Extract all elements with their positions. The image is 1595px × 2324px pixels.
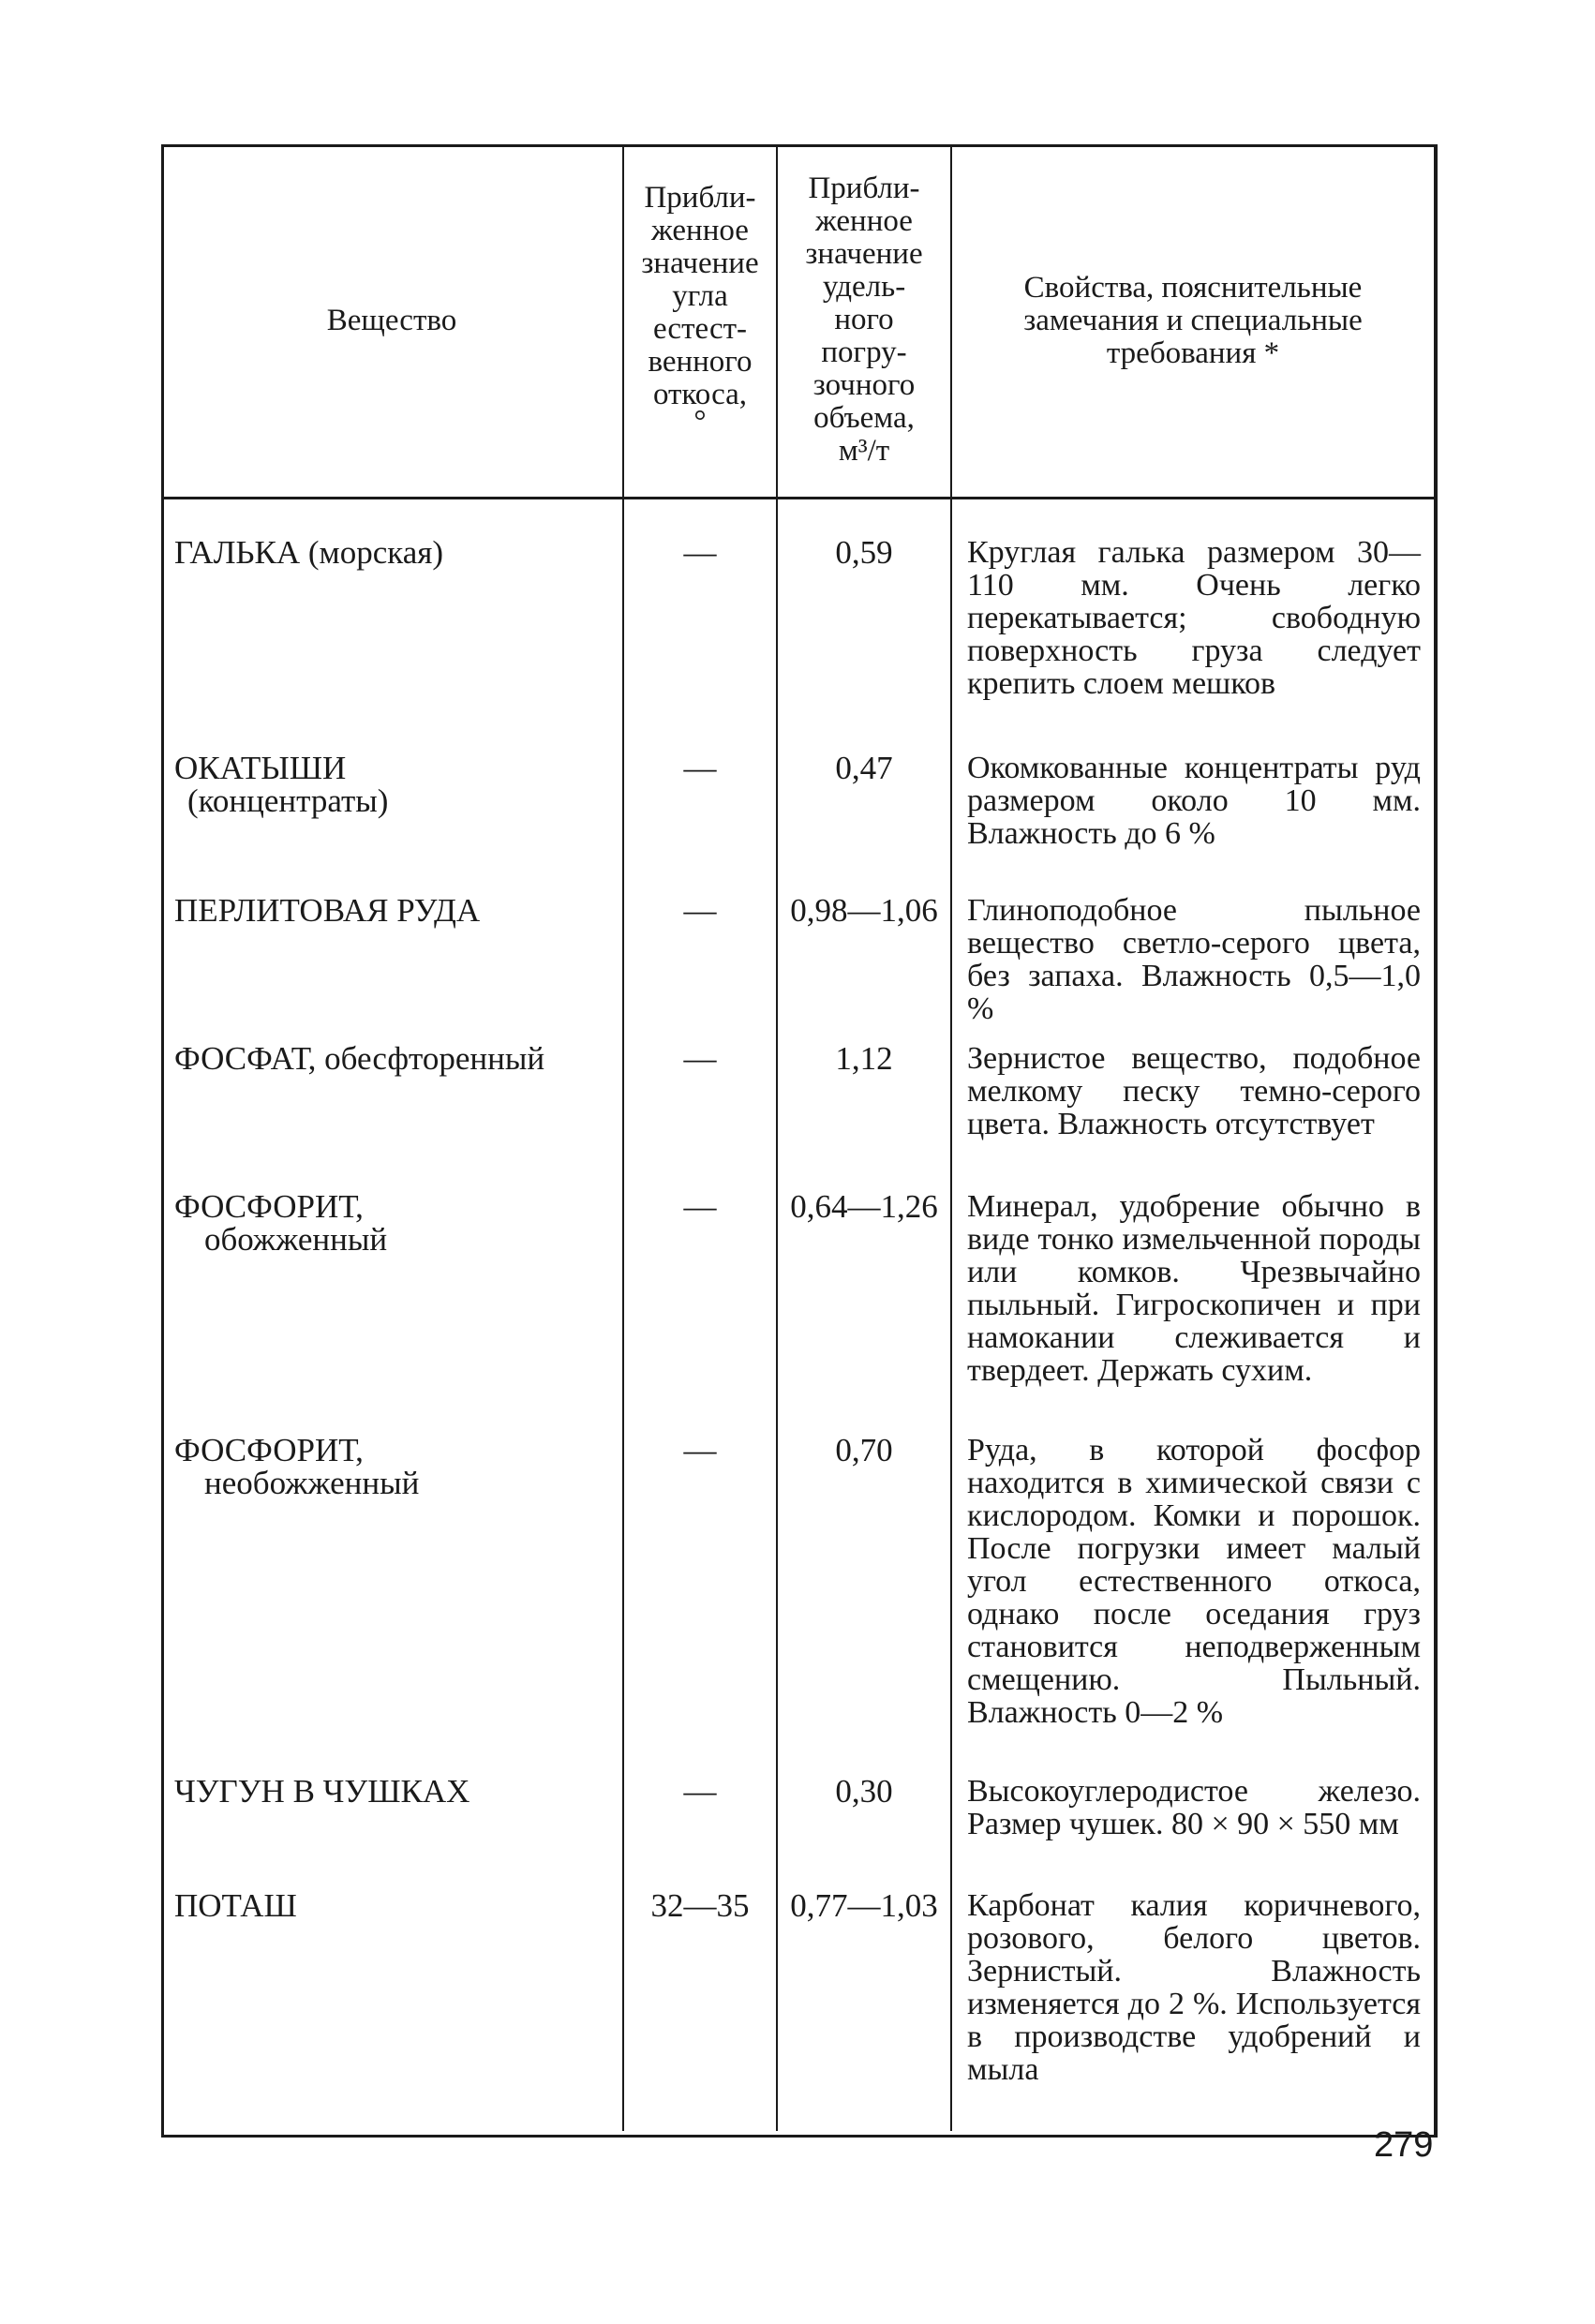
data-table [161, 144, 1438, 2140]
header-volume-line: погру- [821, 335, 907, 369]
row-properties: Глиноподобное пыльное вещество светло-серого цвета, без запаха. Влажность 0,5—1,0 % [967, 893, 1421, 1026]
header-properties-line: требования * [1106, 335, 1280, 370]
row-properties: Окомкованные концентраты руд размером около 10 мм. Влажность до 6 % [967, 751, 1421, 851]
row-angle: — [683, 1188, 717, 1225]
col-rule-1 [622, 144, 624, 2131]
row-name [174, 1042, 615, 1075]
substance-name: ФОСФАТ, обесфторенный [174, 1040, 545, 1077]
header-volume-line: удель- [822, 270, 906, 304]
row-angle: — [683, 1432, 717, 1468]
row-name [174, 752, 615, 817]
row-angle: 32—35 [650, 1887, 750, 1924]
header-volume-line: ного [834, 303, 894, 336]
row-volume: 0,70 [835, 1432, 893, 1468]
substance-name: ОКАТЫШИ [174, 750, 347, 786]
header-volume-line: Прибли- [808, 171, 920, 205]
header-substance [161, 144, 622, 497]
row-name [174, 894, 615, 927]
row-properties: Зернистое вещество, подобное мелкому песку темно-серого цвета. Влажность отсутствует [967, 1041, 1421, 1141]
substance-name: ГАЛЬКА (морская) [174, 534, 444, 571]
row-volume: 1,12 [835, 1040, 893, 1077]
header-bottom-rule [161, 497, 1438, 499]
row-properties: Высокоуглеродистое железо. Размер чушек. 80 × 90 × 550 мм [967, 1774, 1421, 1841]
header-angle-line: Прибли- [644, 181, 756, 215]
header-angle-line: ° [693, 405, 707, 439]
row-volume: 0,59 [835, 534, 893, 571]
row-properties: Руда, в которой фосфор находится в химической связи с кислородом. Комки и порошок. После погрузки имеет малый угол естественного откоса, однако после оседания груз становится неподверженным смещению. Пыльный. Влажность 0—2 % [967, 1433, 1421, 1730]
header-volume-line: женное [815, 204, 913, 238]
row-volume: 0,30 [835, 1773, 893, 1810]
header-properties-line: замечания и специальные [1023, 303, 1363, 337]
table-bottom-rule [161, 2135, 1438, 2138]
page-number: 279 [1374, 2125, 1434, 2165]
row-volume: 0,64—1,26 [790, 1188, 938, 1225]
header-properties [952, 144, 1434, 497]
header-angle-line: значение [641, 246, 759, 280]
substance-subname: (концентраты) [187, 782, 389, 819]
header-volume-line: зочного [812, 368, 916, 402]
substance-subname: необожженный [204, 1465, 420, 1501]
row-angle: — [683, 1773, 717, 1810]
row-name [174, 1190, 615, 1256]
header-volume [778, 172, 950, 468]
substance-name: ФОСФОРИТ, [174, 1432, 364, 1468]
row-properties: Карбонат калия коричневого, розового, белого цветов. Зернистый. Влажность изменяется до 2 %. Используется в производстве удобрений и мыла [967, 1888, 1421, 2087]
header-volume-line: объема, [813, 401, 915, 435]
header-volume-line: м³/т [838, 434, 890, 468]
header-angle-line: откоса, [652, 378, 748, 411]
substance-subname: обожженный [204, 1221, 388, 1258]
row-name [174, 1775, 615, 1808]
row-angle: — [683, 892, 717, 929]
row-name [174, 1889, 615, 1922]
substance-name: ПОТАШ [174, 1887, 297, 1924]
header-angle-line: естест- [652, 312, 748, 346]
row-angle: — [683, 1040, 717, 1077]
substance-name: ФОСФОРИТ, [174, 1188, 364, 1225]
header-substance-text: Вещество [326, 303, 457, 337]
header-angle-line: угла [672, 279, 728, 313]
row-properties: Минерал, удобрение обычно в виде тонко измельченной породы или комков. Чрезвычайно пыльный. Гигроскопичен и при намокании слеживается и твердеет. Держать сухим. [967, 1189, 1421, 1388]
row-volume: 0,98—1,06 [790, 892, 938, 929]
substance-name: ЧУГУН В ЧУШКАХ [174, 1773, 470, 1810]
header-angle [624, 181, 776, 439]
row-angle: — [683, 534, 717, 571]
header-volume-line: значение [805, 237, 923, 271]
table-right-rule [1434, 144, 1438, 2138]
row-name [174, 1434, 615, 1499]
header-angle-line: женное [651, 214, 749, 247]
header-angle-line: венного [648, 345, 753, 379]
header-properties-line: Свойства, пояснительные [1023, 270, 1363, 305]
row-volume: 0,47 [835, 750, 893, 786]
row-volume: 0,77—1,03 [790, 1887, 938, 1924]
row-name [174, 536, 615, 569]
row-properties: Круглая галька размером 30—110 мм. Очень легко перекатывается; свободную поверхность груза следует крепить слоем мешков [967, 535, 1421, 701]
substance-name: ПЕРЛИТОВАЯ РУДА [174, 892, 481, 929]
row-angle: — [683, 750, 717, 786]
